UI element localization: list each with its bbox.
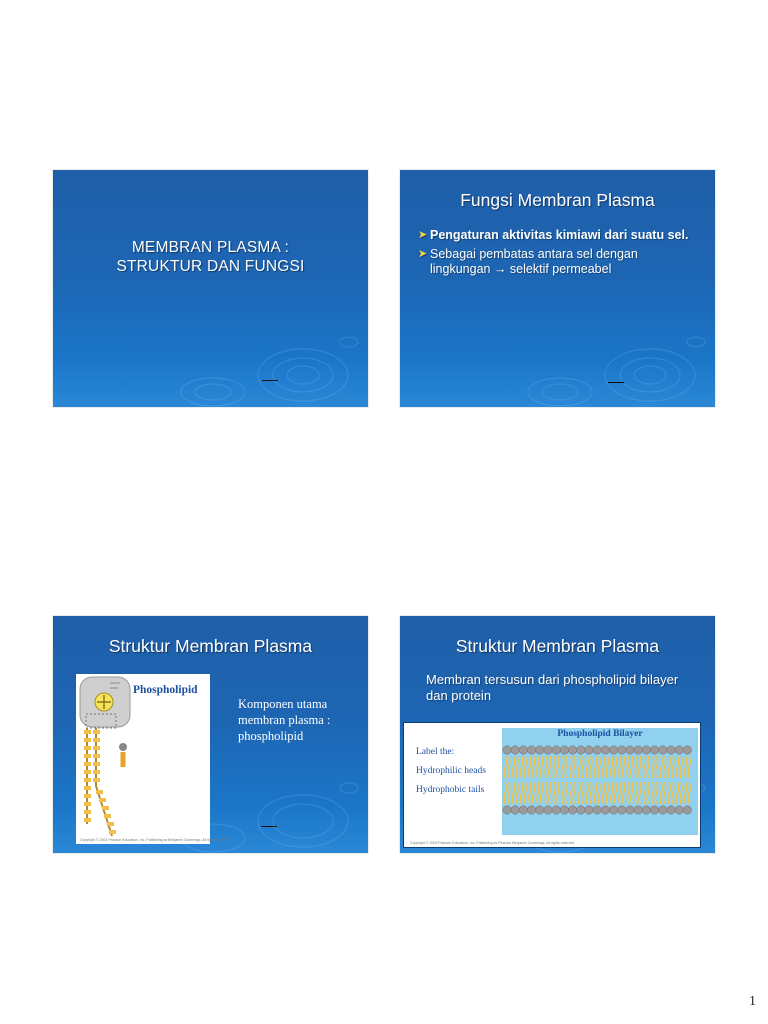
lipid-tail bbox=[606, 756, 608, 778]
lipid-head bbox=[650, 746, 658, 754]
lipid-tail bbox=[557, 782, 559, 804]
lipid-head bbox=[577, 806, 585, 814]
figure-labels bbox=[416, 743, 486, 800]
lipid-tail bbox=[573, 756, 575, 778]
lipid-tail bbox=[635, 756, 637, 778]
lipid-tail bbox=[529, 756, 531, 778]
lipid-tail bbox=[652, 756, 654, 778]
lipid-tail bbox=[516, 782, 518, 804]
lipid-tail bbox=[603, 782, 605, 804]
lipid-head bbox=[560, 746, 568, 754]
lipid-tail bbox=[541, 756, 543, 778]
lipid-tail bbox=[623, 782, 625, 804]
lipid-tail bbox=[611, 782, 613, 804]
phospholipid-figure bbox=[76, 674, 232, 844]
lipid-tail bbox=[565, 756, 567, 778]
lipid-head bbox=[675, 806, 683, 814]
lipid-tail bbox=[590, 782, 592, 804]
bilayer-figure bbox=[403, 722, 701, 848]
bilayer-diagram bbox=[502, 728, 698, 835]
lipid-head bbox=[642, 746, 650, 754]
lipid-tail bbox=[627, 756, 629, 778]
bullet-arrow-icon: ➤ bbox=[418, 248, 428, 260]
lipid-tail bbox=[521, 782, 523, 804]
bilayer-title: Phospholipid Bilayer bbox=[557, 729, 643, 739]
lipid-tail bbox=[639, 756, 641, 778]
lipid-tail bbox=[611, 756, 613, 778]
lipid-head bbox=[667, 806, 675, 814]
lipid-tail bbox=[516, 756, 518, 778]
slide-1 bbox=[53, 170, 368, 407]
lipid-head bbox=[511, 806, 519, 814]
lipid-tail bbox=[537, 756, 539, 778]
lipid-head bbox=[568, 806, 576, 814]
slide-caption: Komponen utama membran plasma : phospholipid bbox=[238, 697, 331, 743]
lipid-head bbox=[650, 806, 658, 814]
lipid-head bbox=[667, 746, 675, 754]
lipid-tail bbox=[504, 756, 506, 778]
label-hydrophilic: Hydrophilic heads bbox=[416, 766, 486, 776]
lipid-tail bbox=[644, 782, 646, 804]
lipid-tail bbox=[562, 756, 564, 778]
lipid-tail bbox=[660, 756, 662, 778]
lipid-tail bbox=[508, 756, 510, 778]
lipid-tail bbox=[668, 782, 670, 804]
lipid-head bbox=[552, 806, 560, 814]
lipid-tail bbox=[508, 782, 510, 804]
lipid-tail bbox=[688, 782, 690, 804]
bullet-list bbox=[418, 228, 701, 281]
lipid-head bbox=[634, 746, 642, 754]
lipid-head bbox=[536, 806, 544, 814]
lipid-tail bbox=[545, 782, 547, 804]
bullet-text: Sebagai pembatas antara sel dengan lingkungan → selektif permeabel bbox=[430, 247, 638, 276]
lipid-tail bbox=[553, 756, 555, 778]
lipid-tail bbox=[598, 756, 600, 778]
lipid-tail bbox=[582, 756, 584, 778]
lipid-head bbox=[503, 746, 511, 754]
lipid-head bbox=[626, 806, 634, 814]
lipid-head bbox=[626, 746, 634, 754]
lipid-head bbox=[527, 746, 535, 754]
lipid-tail bbox=[631, 782, 633, 804]
lipid-tail bbox=[562, 782, 564, 804]
lipid-head bbox=[552, 746, 560, 754]
lipid-tail bbox=[594, 782, 596, 804]
lipid-tail bbox=[631, 756, 633, 778]
slide-mark bbox=[608, 382, 624, 383]
lipid-head bbox=[683, 806, 691, 814]
lipid-tail bbox=[655, 782, 657, 804]
lipid-tail bbox=[582, 782, 584, 804]
lipid-tail bbox=[537, 782, 539, 804]
lipid-tail bbox=[553, 782, 555, 804]
lipid-tail bbox=[627, 782, 629, 804]
lipid-head bbox=[519, 746, 527, 754]
lipid-head bbox=[536, 746, 544, 754]
lipid-tail bbox=[664, 756, 666, 778]
lipid-tail bbox=[565, 782, 567, 804]
lipid-tail bbox=[573, 782, 575, 804]
lipid-tail bbox=[512, 782, 514, 804]
slide-2 bbox=[400, 170, 715, 407]
lipid-head bbox=[568, 746, 576, 754]
lipid-tail bbox=[524, 756, 526, 778]
slide-3 bbox=[53, 616, 368, 853]
lipid-tail bbox=[660, 782, 662, 804]
lipid-head bbox=[560, 806, 568, 814]
lipid-head bbox=[683, 746, 691, 754]
lipid-tail bbox=[586, 756, 588, 778]
figure-label: Phospholipid bbox=[133, 684, 198, 696]
swirl-decoration bbox=[53, 170, 368, 407]
bullet-arrow-icon: ➤ bbox=[418, 229, 428, 241]
lipid-tail bbox=[668, 756, 670, 778]
lipid-tail bbox=[532, 756, 534, 778]
lipid-tail bbox=[639, 782, 641, 804]
lipid-tail bbox=[685, 756, 687, 778]
lipid-tail bbox=[619, 756, 621, 778]
lipid-tail bbox=[541, 782, 543, 804]
lipid-head bbox=[659, 806, 667, 814]
lipid-head bbox=[593, 806, 601, 814]
lipid-tail bbox=[570, 756, 572, 778]
lipid-tail bbox=[614, 756, 616, 778]
figure-copyright: Copyright © 2003 Pearson Education, Inc. Publishing as Benjamin Cummings. All rights reserved. bbox=[80, 838, 232, 842]
lipid-tail bbox=[672, 756, 674, 778]
lipid-tail bbox=[680, 782, 682, 804]
lipid-tail bbox=[652, 782, 654, 804]
lipid-head bbox=[585, 806, 593, 814]
lipid-head bbox=[511, 746, 519, 754]
lipid-tail bbox=[603, 756, 605, 778]
phospholipid-molecule-illustration bbox=[76, 674, 210, 844]
lipid-tail bbox=[685, 782, 687, 804]
lipid-tail bbox=[521, 756, 523, 778]
lipid-head bbox=[618, 806, 626, 814]
lipid-head bbox=[642, 806, 650, 814]
bullet-text: Pengaturan aktivitas kimiawi dari suatu sel. bbox=[430, 228, 689, 242]
lipid-head bbox=[634, 806, 642, 814]
lipid-tail bbox=[688, 756, 690, 778]
lipid-head bbox=[544, 746, 552, 754]
slide-subtitle: Membran tersusun dari phospholipid bilayer dan protein bbox=[426, 672, 679, 703]
lipid-tail bbox=[647, 782, 649, 804]
lipid-tail bbox=[586, 782, 588, 804]
title-line-1: MEMBRAN PLASMA : bbox=[131, 239, 290, 256]
lipid-head bbox=[593, 746, 601, 754]
lipid-tail bbox=[557, 756, 559, 778]
label-hydrophobic: Hydrophobic tails bbox=[416, 785, 485, 795]
lipid-tail bbox=[647, 756, 649, 778]
lipid-head bbox=[519, 806, 527, 814]
lipid-tail bbox=[529, 782, 531, 804]
lipid-head bbox=[585, 746, 593, 754]
lipid-tail bbox=[644, 756, 646, 778]
lipid-tail bbox=[590, 756, 592, 778]
lipid-tail bbox=[504, 782, 506, 804]
lipid-tail bbox=[549, 756, 551, 778]
lipid-head bbox=[503, 806, 511, 814]
lipid-tail bbox=[635, 782, 637, 804]
lipid-tail bbox=[676, 756, 678, 778]
phospholipid-bilayer-illustration bbox=[502, 728, 698, 835]
slide-mark bbox=[261, 826, 277, 827]
lipid-head bbox=[618, 746, 626, 754]
lipid-head bbox=[601, 746, 609, 754]
lipid-tail bbox=[676, 782, 678, 804]
lipid-head bbox=[527, 806, 535, 814]
lipid-tail bbox=[578, 756, 580, 778]
bullet-item bbox=[418, 247, 701, 277]
page-number: 1 bbox=[749, 994, 756, 1009]
slide-4 bbox=[400, 616, 715, 853]
slide-title bbox=[53, 238, 368, 276]
lipid-tail bbox=[594, 756, 596, 778]
lipid-tail bbox=[532, 782, 534, 804]
lipid-head bbox=[609, 806, 617, 814]
slide-title: Struktur Membran Plasma bbox=[455, 636, 660, 656]
lipid-tail bbox=[524, 782, 526, 804]
lipid-tail bbox=[623, 756, 625, 778]
lipid-tail bbox=[606, 782, 608, 804]
lipid-tail bbox=[570, 782, 572, 804]
lipid-head bbox=[601, 806, 609, 814]
label-heading: Label the: bbox=[416, 747, 455, 757]
slide-mark bbox=[262, 380, 278, 381]
lipid-head bbox=[609, 746, 617, 754]
lipid-tail bbox=[545, 756, 547, 778]
lipid-tail bbox=[614, 782, 616, 804]
lipid-tail bbox=[619, 782, 621, 804]
lipid-tail bbox=[680, 756, 682, 778]
lipid-tail bbox=[578, 782, 580, 804]
lipid-tail bbox=[512, 756, 514, 778]
title-line-2: STRUKTUR DAN FUNGSI bbox=[116, 258, 305, 275]
slide-title: Fungsi Membran Plasma bbox=[460, 190, 655, 210]
lipid-head bbox=[675, 746, 683, 754]
slide-title: Struktur Membran Plasma bbox=[108, 636, 313, 656]
lipid-tail bbox=[598, 782, 600, 804]
lipid-head bbox=[577, 746, 585, 754]
lipid-tail bbox=[655, 756, 657, 778]
lipid-head bbox=[544, 806, 552, 814]
figure-copyright: Copyright © 2003 Pearson Education, Inc. Publishing as Pearson Benjamin Cummings. All rights reserved. bbox=[410, 841, 576, 845]
bullet-item bbox=[418, 228, 701, 243]
lipid-head bbox=[659, 746, 667, 754]
lipid-tail bbox=[549, 782, 551, 804]
lipid-tail bbox=[672, 782, 674, 804]
lipid-tail bbox=[664, 782, 666, 804]
